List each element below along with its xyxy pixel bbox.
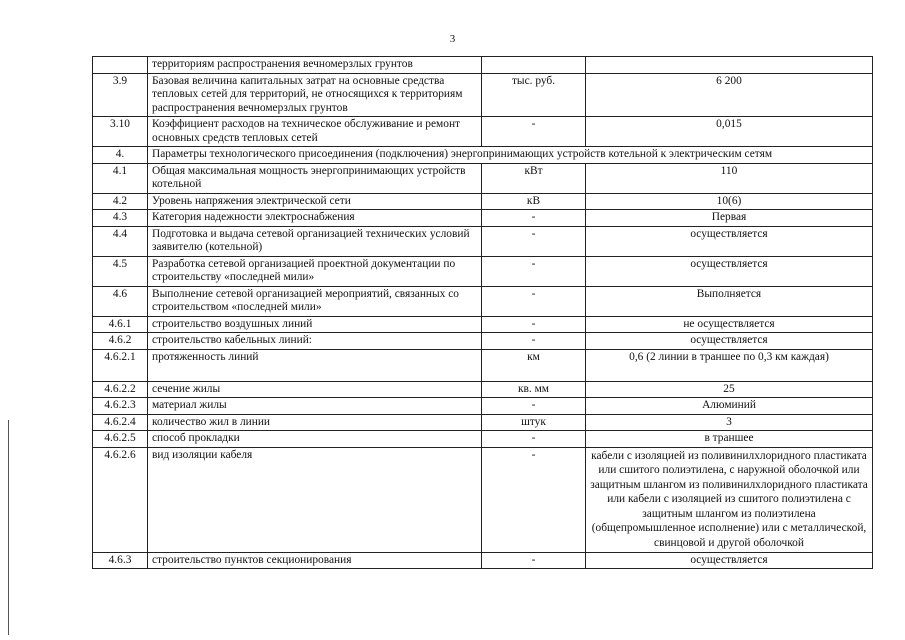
row-parameter: Коэффициент расходов на техническое обслуживание и ремонт основных средств тепловых сетей bbox=[148, 117, 482, 147]
row-value: 0,015 bbox=[586, 117, 873, 147]
table-row bbox=[93, 316, 873, 333]
row-value bbox=[586, 57, 873, 74]
row-value: осуществляется bbox=[586, 552, 873, 569]
row-value: осуществляется bbox=[586, 333, 873, 350]
row-parameter: Выполнение сетевой организацией мероприятий, связанных со строительством «последней мили» bbox=[148, 286, 482, 316]
row-number: 4.6.2.5 bbox=[93, 431, 148, 448]
row-unit: - bbox=[482, 286, 586, 316]
table-row bbox=[93, 431, 873, 448]
table-row bbox=[93, 57, 873, 74]
table-row bbox=[93, 414, 873, 431]
row-value: не осуществляется bbox=[586, 316, 873, 333]
row-unit: км bbox=[482, 349, 586, 381]
row-number: 4.6.2.4 bbox=[93, 414, 148, 431]
row-number: 4.6.2 bbox=[93, 333, 148, 350]
row-number: 4.6.2.6 bbox=[93, 447, 148, 552]
row-unit: - bbox=[482, 552, 586, 569]
table-row bbox=[93, 73, 873, 117]
page-number: 3 bbox=[449, 33, 456, 45]
row-number: 4.3 bbox=[93, 210, 148, 227]
row-parameter: сечение жилы bbox=[148, 381, 482, 398]
row-number: 4.5 bbox=[93, 256, 148, 286]
row-unit: кВт bbox=[482, 163, 586, 193]
row-number: 4.6.3 bbox=[93, 552, 148, 569]
table-row bbox=[93, 333, 873, 350]
row-number: 4.4 bbox=[93, 226, 148, 256]
table-row bbox=[93, 552, 873, 569]
row-parameter: вид изоляции кабеля bbox=[148, 447, 482, 552]
row-value: 110 bbox=[586, 163, 873, 193]
section-title: Параметры технологического присоединения (подключения) энергопринимающих устройств котельной к электрическим сетям bbox=[148, 147, 873, 164]
row-parameter: Разработка сетевой организацией проектной документации по строительству «последней мили» bbox=[148, 256, 482, 286]
table-row bbox=[93, 447, 873, 552]
row-parameter: территориям распространения вечномерзлых грунтов bbox=[148, 57, 482, 74]
row-number: 4.6 bbox=[93, 286, 148, 316]
table-row bbox=[93, 398, 873, 415]
row-value: в траншее bbox=[586, 431, 873, 448]
row-value: кабели с изоляцией из поливинилхлоридного пластиката или сшитого полиэтилена, с наружной оболочкой или защитным шлангом из поливинилхлоридного пластиката или кабели с изоляцией из сшитого полиэтилена с защитным шлангом из полиэтилена (общепромышленное исполнение) или с металлической, свинцовой и другой оболочкой bbox=[586, 447, 873, 552]
row-unit: штук bbox=[482, 414, 586, 431]
row-value: 0,6 (2 линии в траншее по 0,3 км каждая) bbox=[586, 349, 873, 381]
row-unit: - bbox=[482, 333, 586, 350]
table-row bbox=[93, 381, 873, 398]
row-parameter: строительство пунктов секционирования bbox=[148, 552, 482, 569]
row-unit: кВ bbox=[482, 193, 586, 210]
row-unit: - bbox=[482, 226, 586, 256]
scan-margin-line bbox=[8, 420, 9, 635]
row-unit: - bbox=[482, 316, 586, 333]
row-parameter: протяженность линий bbox=[148, 349, 482, 381]
table-row bbox=[93, 163, 873, 193]
row-parameter: строительство кабельных линий: bbox=[148, 333, 482, 350]
table-row bbox=[93, 349, 873, 381]
row-value: 6 200 bbox=[586, 73, 873, 117]
row-number: 4.6.2.1 bbox=[93, 349, 148, 381]
row-unit: - bbox=[482, 431, 586, 448]
table-row bbox=[93, 226, 873, 256]
row-value: Первая bbox=[586, 210, 873, 227]
table-row bbox=[93, 193, 873, 210]
row-number: 4.2 bbox=[93, 193, 148, 210]
table-row bbox=[93, 286, 873, 316]
row-unit: - bbox=[482, 447, 586, 552]
table-row bbox=[93, 256, 873, 286]
row-number: 4.6.2.3 bbox=[93, 398, 148, 415]
row-unit: кв. мм bbox=[482, 381, 586, 398]
row-parameter: строительство воздушных линий bbox=[148, 316, 482, 333]
row-number: 3.9 bbox=[93, 73, 148, 117]
row-parameter: способ прокладки bbox=[148, 431, 482, 448]
section-row bbox=[93, 147, 873, 164]
section-number: 4. bbox=[93, 147, 148, 164]
row-number: 3.10 bbox=[93, 117, 148, 147]
row-value: 25 bbox=[586, 381, 873, 398]
row-number: 4.1 bbox=[93, 163, 148, 193]
row-value: осуществляется bbox=[586, 226, 873, 256]
row-parameter: количество жил в линии bbox=[148, 414, 482, 431]
row-unit: - bbox=[482, 398, 586, 415]
row-value: Алюминий bbox=[586, 398, 873, 415]
row-value: осуществляется bbox=[586, 256, 873, 286]
row-parameter: Общая максимальная мощность энергопринимающих устройств котельной bbox=[148, 163, 482, 193]
row-unit: - bbox=[482, 210, 586, 227]
row-value: 10(6) bbox=[586, 193, 873, 210]
row-unit: тыс. руб. bbox=[482, 73, 586, 117]
row-unit: - bbox=[482, 256, 586, 286]
row-parameter: Уровень напряжения электрической сети bbox=[148, 193, 482, 210]
row-value: 3 bbox=[586, 414, 873, 431]
row-number: 4.6.1 bbox=[93, 316, 148, 333]
row-value: Выполняется bbox=[586, 286, 873, 316]
row-parameter: Подготовка и выдача сетевой организацией технических условий заявителю (котельной) bbox=[148, 226, 482, 256]
row-number bbox=[93, 57, 148, 74]
row-parameter: Категория надежности электроснабжения bbox=[148, 210, 482, 227]
row-number: 4.6.2.2 bbox=[93, 381, 148, 398]
parameters-table bbox=[92, 56, 873, 569]
row-unit bbox=[482, 57, 586, 74]
table-row bbox=[93, 210, 873, 227]
row-parameter: материал жилы bbox=[148, 398, 482, 415]
row-unit: - bbox=[482, 117, 586, 147]
table-row bbox=[93, 117, 873, 147]
row-parameter: Базовая величина капитальных затрат на основные средства тепловых сетей для территорий, не относящихся к территориям распространения вечномерзлых грунтов bbox=[148, 73, 482, 117]
